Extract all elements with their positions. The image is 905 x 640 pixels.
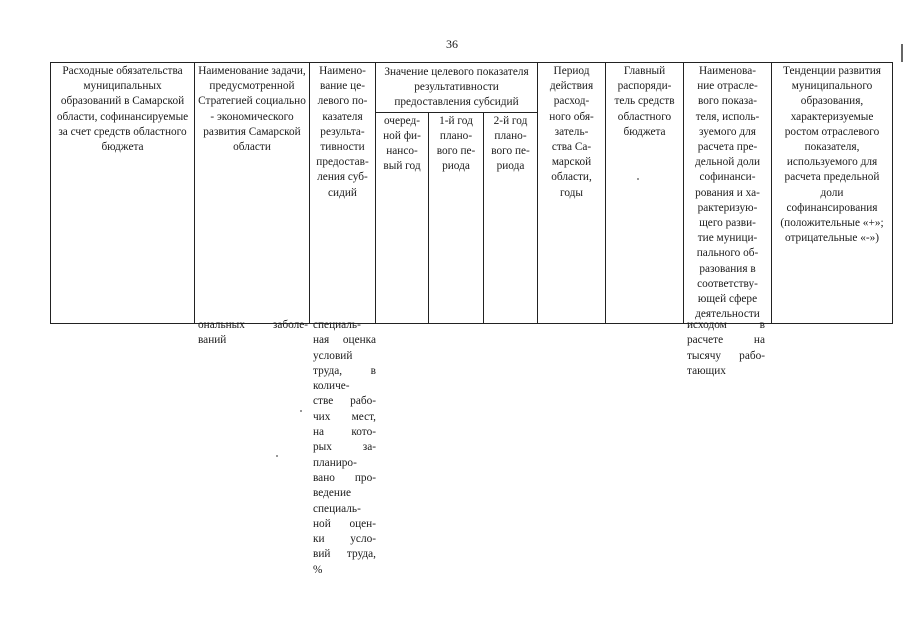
continuation-task-text: ональных заболе- ваний xyxy=(198,319,308,347)
scan-speck xyxy=(637,178,639,180)
continuation-industry-text: исходом в расчете на тысячу рабо- тающих xyxy=(687,319,765,377)
col-header-indicator-name: Наимено- вание це- левого по- казателя результа- тивности предостав- ления суб- сидий xyxy=(310,63,376,324)
col-header-development-trends: Тенденции развития муниципального образования, характеризуемые ростом отраслевого показателя, используемого для расчета предельной доли софинансирования (положительные «+»; отрицательные «-») xyxy=(772,63,893,324)
continuation-indicator-text: специаль- ная оценка условий труда, в количе- стве рабо- чих мест, на кото- рых за- планиро- вано про- ведение специаль- ной оцен- ки усло- вий труда, % xyxy=(313,319,376,576)
col-header-period: Период действия расход- ного обя- затель- ства Са- марской области, годы xyxy=(538,63,606,324)
col-header-target-value-group: Значение целевого показателя результативности предоставления субсидий xyxy=(376,63,538,113)
edge-mark xyxy=(901,44,903,62)
scan-speck xyxy=(300,410,302,412)
header-table xyxy=(50,62,893,324)
col-header-task-name: Наименование задачи, предусмотренной Стратегией социально - экономического развития Самарской области xyxy=(195,63,310,324)
col-header-planning-year-1: 1-й год плано- вого пе- риода xyxy=(429,112,484,324)
page-number: 36 xyxy=(446,37,458,51)
col-header-planning-year-2: 2-й год плано- вого пе- риода xyxy=(484,112,538,324)
col-header-expense-obligations: Расходные обязательства муниципальных образований в Самарской области, софинансируемые за счет средств областного бюджета xyxy=(51,63,195,324)
col-header-next-fiscal-year: очеред- ной фи- нансо- вый год xyxy=(376,112,429,324)
header-table-area xyxy=(50,62,892,321)
scan-speck xyxy=(276,455,278,457)
col-header-chief-manager: Главный распоряди- тель средств областного бюджета xyxy=(606,63,684,324)
col-header-industry-indicator: Наименова- ние отрасле- вого показа- теля, исполь- зуемого для расчета пре- дельной доли софинанси- рования и ха- рактеризую- щего разви- тие муници- пального об- разования в соответству- ющей сфере деятельности xyxy=(684,63,772,324)
